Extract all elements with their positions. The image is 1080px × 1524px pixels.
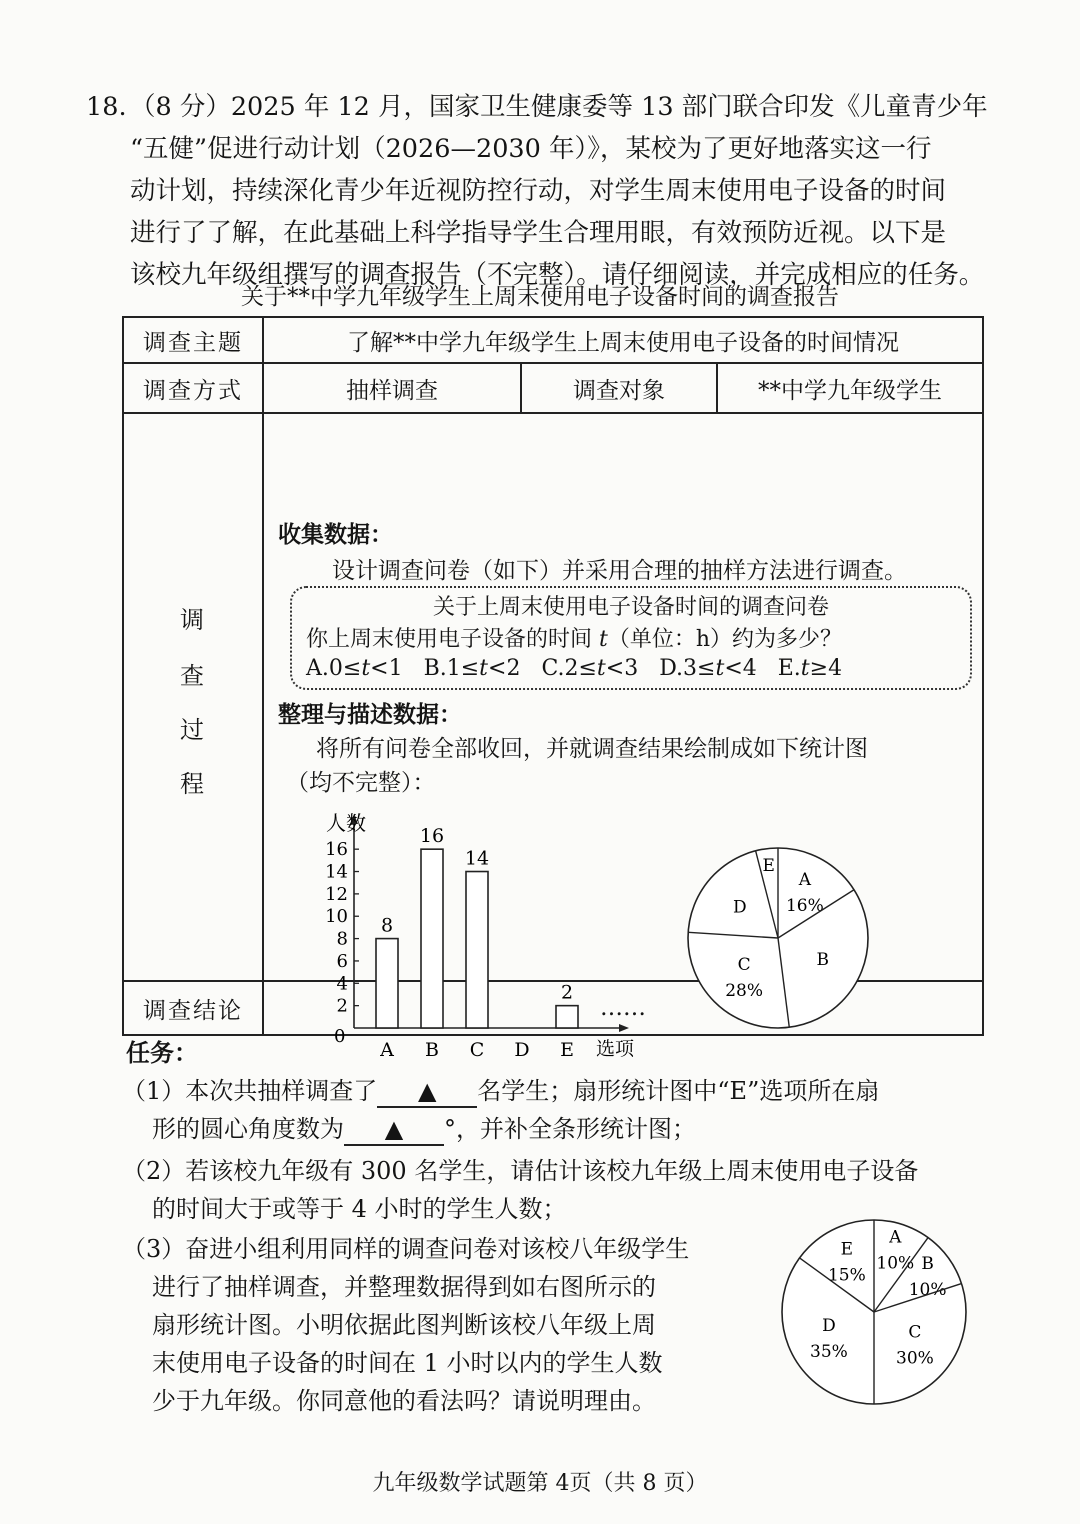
option-d: D.3≤t<4 — [659, 656, 757, 681]
question-number: 18. — [86, 92, 127, 122]
pie-slice-percent-b: 10% — [908, 1280, 947, 1301]
pie-slice-percent-d: 35% — [810, 1341, 848, 1362]
questionnaire-box — [290, 586, 972, 690]
pie-slice-percent-e: 15% — [827, 1265, 866, 1286]
pie-slice-label-c: C — [908, 1322, 922, 1343]
task-3-line: 末使用电子设备的时间在 1 小时以内的学生人数 — [152, 1349, 663, 1377]
bar-a — [376, 939, 398, 1028]
pie-slice-percent-c: 28% — [725, 981, 764, 1002]
page-footer: 九年级数学试题第 4页（共 8 页） — [372, 1471, 708, 1496]
intro-line: 进行了了解，在此基础上科学指导学生合理用眼，有效预防近视。以下是 — [130, 218, 947, 248]
pie-slice-percent-a: 10% — [876, 1253, 915, 1274]
bar-e — [556, 1006, 578, 1028]
method-value: 抽样调查 — [263, 363, 521, 413]
answer-blank[interactable]: ▲ — [344, 1114, 444, 1146]
topic-label: 调查主题 — [123, 317, 263, 363]
process-content — [263, 413, 983, 1061]
intro-line: （8 分）2025 年 12 月，国家卫生健康委等 13 部门联合印发《儿童青少年 — [130, 92, 988, 122]
pie-slice-label-a: A — [798, 870, 812, 891]
questionnaire-title: 关于上周末使用电子设备时间的调查问卷 — [432, 595, 829, 620]
bar-b — [421, 849, 443, 1028]
bar-value-label: 16 — [419, 825, 445, 848]
process-char: 程 — [180, 770, 206, 798]
question-text: 你上周末使用电子设备的时间 — [306, 627, 599, 652]
task-3-line: 进行了抽样调查，并整理数据得到如右图所示的 — [152, 1273, 656, 1301]
bar-value-label: 2 — [560, 981, 574, 1004]
task-2-line-1: （2）若该校九年级有 300 名学生，请估计该校九年级上周末使用电子设备 — [122, 1157, 919, 1185]
pie-slice-percent-a: 16% — [785, 896, 824, 917]
x-axis-arrow — [619, 1024, 629, 1032]
option-b: B.1≤t<2 — [423, 656, 521, 681]
object-value: **中学九年级学生 — [717, 363, 983, 413]
y-tick-label: 8 — [336, 928, 348, 950]
x-axis-label: 选项 — [596, 1038, 635, 1060]
pie-slice-label-d: D — [733, 897, 747, 918]
conclusion-label: 调查结论 — [123, 981, 263, 1035]
x-tick-label: E — [560, 1039, 574, 1061]
x-tick-label: B — [425, 1039, 439, 1061]
option-e: E.t≥4 — [777, 656, 843, 681]
method-label: 调查方式 — [123, 363, 263, 413]
y-tick-label: 2 — [336, 995, 348, 1017]
collect-heading: 收集数据： — [278, 521, 393, 548]
conclusion-value: …… — [263, 981, 983, 1035]
tasks-title: 任务： — [126, 1038, 198, 1067]
process-char: 过 — [180, 716, 206, 744]
organize-heading: 整理与描述数据： — [278, 701, 462, 728]
bar-chart — [304, 806, 674, 1070]
questionnaire-options — [306, 656, 842, 681]
bar-value-label: 14 — [464, 847, 490, 870]
organize-text: 将所有问卷全部收回，并就调查结果绘制成如下统计图 — [316, 736, 868, 762]
pie-slice-percent-c: 30% — [896, 1348, 934, 1369]
pie-slice-label-e: E — [840, 1239, 854, 1260]
y-tick-label: 14 — [325, 861, 348, 883]
y-tick-label: 12 — [325, 883, 348, 905]
pie-slice-label-e: E — [762, 855, 775, 876]
report-title: 关于**中学九年级学生上周末使用电子设备时间的调查报告 — [241, 284, 839, 310]
x-tick-label: C — [469, 1039, 485, 1061]
pie-slice-label-a: A — [889, 1227, 902, 1248]
bar-c — [466, 872, 488, 1028]
pie-slice-label-b: B — [921, 1254, 934, 1275]
option-c: C.2≤t<3 — [541, 656, 639, 681]
pie-slice-label-b: B — [816, 950, 830, 971]
bar-value-label: 8 — [380, 914, 394, 937]
question-var: t — [599, 627, 608, 652]
topic-value: 了解**中学九年级学生上周末使用电子设备的时间情况 — [263, 317, 983, 363]
pie-chart-grade9 — [684, 844, 884, 1044]
answer-blank[interactable]: ▲ — [377, 1076, 477, 1108]
task-3-line: 少于九年级。你同意他的看法吗？请说明理由。 — [152, 1387, 656, 1415]
organize-text: （均不完整）： — [286, 770, 436, 796]
object-label: 调查对象 — [521, 363, 717, 413]
y-tick-label: 16 — [325, 839, 348, 861]
intro-line: 该校九年级组撰写的调查报告（不完整）。请仔细阅读，并完成相应的任务。 — [130, 260, 985, 290]
task-3-line: （3）奋进小组利用同样的调查问卷对该校八年级学生 — [122, 1235, 690, 1263]
x-tick-label: A — [380, 1039, 394, 1061]
task-2-line-2: 的时间大于或等于 4 小时的学生人数； — [152, 1195, 567, 1223]
pie-slice-label-c: C — [737, 955, 751, 976]
task-1-line-1: （1）本次共抽样调查了 ▲ 名学生；扇形统计图中“E”选项所在扇 — [122, 1072, 879, 1110]
y-tick-label: 10 — [325, 906, 348, 928]
question-text: （单位：h）约为多少？ — [607, 627, 843, 652]
y-tick-label: 0 — [334, 1026, 346, 1047]
intro-line: “五健”促进行动计划（2026—2030 年）》，某校为了更好地落实这一行 — [130, 134, 932, 164]
task-1-line-2: 形的圆心角度数为 ▲ °，并补全条形统计图； — [152, 1110, 696, 1148]
intro-line: 动计划，持续深化青少年近视防控行动，对学生周末使用电子设备的时间 — [130, 176, 947, 206]
collect-text: 设计调查问卷（如下）并采用合理的抽样方法进行调查。 — [332, 558, 907, 584]
x-tick-label: D — [514, 1039, 530, 1061]
task-3-line: 扇形统计图。小明依据此图判断该校八年级上周 — [152, 1311, 656, 1339]
questionnaire-question — [306, 622, 842, 653]
process-label — [123, 413, 263, 981]
y-tick-label: 6 — [336, 950, 348, 972]
question-intro — [86, 86, 986, 296]
y-tick-label: 4 — [336, 973, 348, 995]
option-a: A.0≤t<1 — [306, 656, 403, 681]
pie-slice-label-d: D — [822, 1315, 836, 1336]
pie-chart-grade8 — [778, 1216, 974, 1412]
process-char: 查 — [180, 662, 206, 690]
process-char: 调 — [180, 606, 206, 634]
y-axis-label: 人数 — [326, 811, 366, 835]
